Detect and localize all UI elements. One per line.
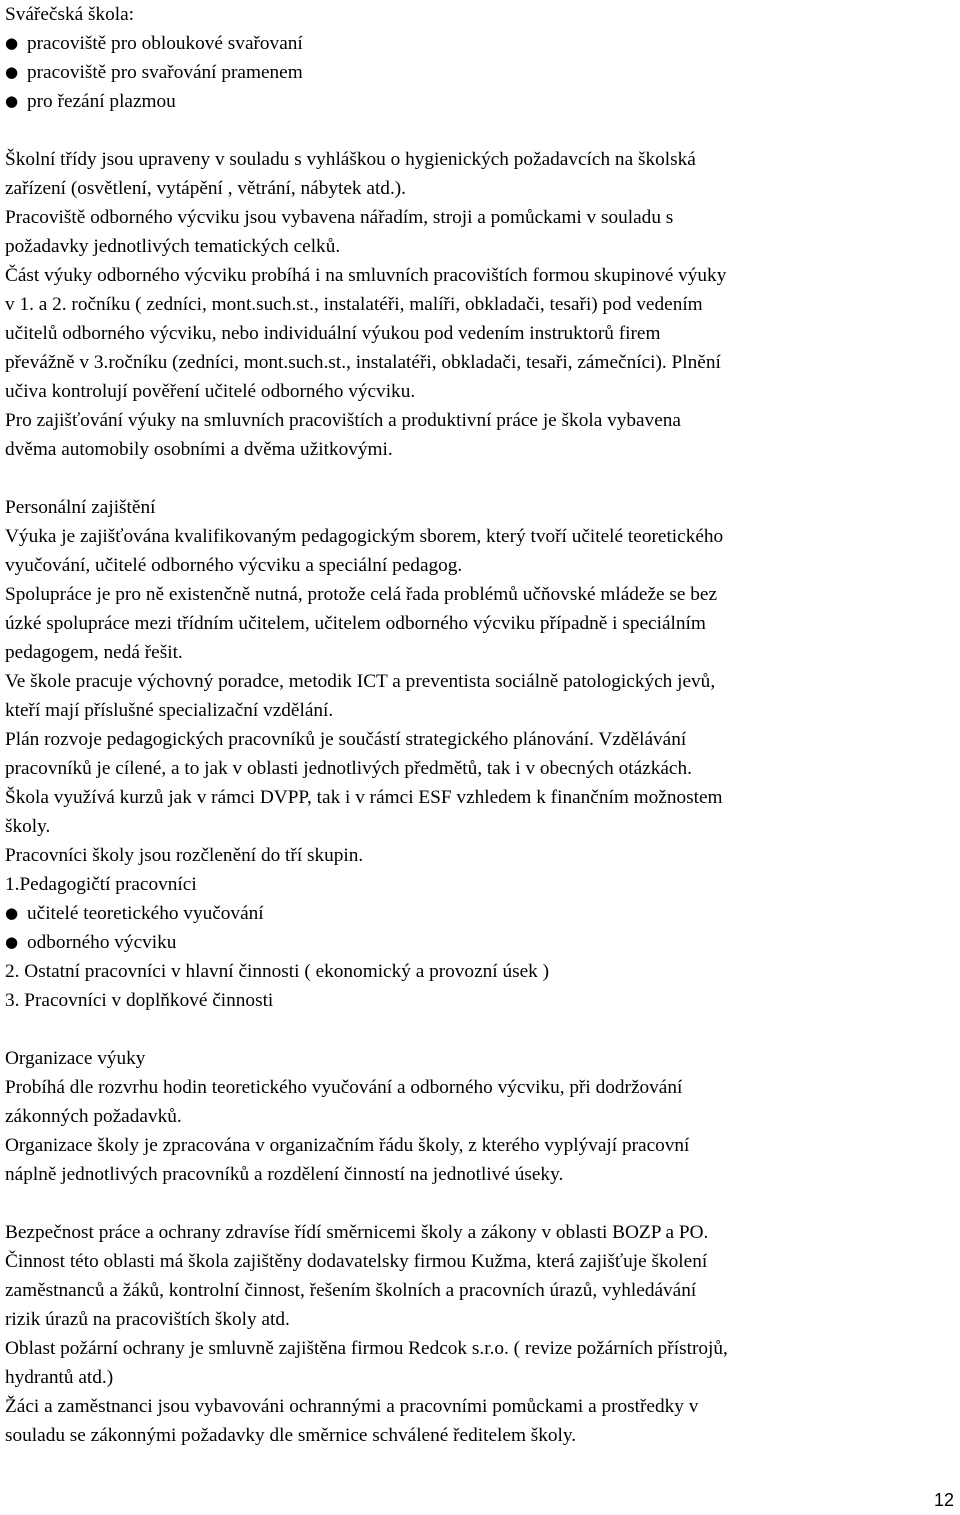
welding-section (5, 0, 955, 116)
staff-list (5, 899, 955, 957)
text-line: Oblast požární ochrany je smluvně zajištěna firmou Redcok s.r.o. ( revize požárních přístrojů, (5, 1338, 728, 1359)
text-line: vyučování, učitelé odborného výcviku a speciální pedagog. (5, 555, 463, 576)
list-item-text: pro řezání plazmou (27, 91, 176, 112)
welding-list (5, 29, 955, 116)
text-line: souladu se zákonnými požadavky dle směrnice schválené ředitelem školy. (5, 1425, 577, 1446)
text-line: Organizace školy je zpracována v organizačním řádu školy, z kterého vyplývají pracovní (5, 1135, 690, 1156)
bullet-icon: ● (5, 34, 19, 52)
list-item (5, 29, 955, 58)
text-line: dvěma automobily osobními a dvěma užitkovými. (5, 439, 393, 460)
page-number: 12 (933, 1490, 954, 1510)
text-line: Pracoviště odborného výcviku jsou vybavena nářadím, stroji a pomůckami v souladu s (5, 207, 674, 228)
text-line: Škola využívá kurzů jak v rámci DVPP, tak i v rámci ESF vzhledem k finančním možnostem (5, 787, 723, 808)
list-item (5, 58, 955, 87)
text-line: školy. (5, 816, 51, 837)
text-line: 1.Pedagogičtí pracovníci (5, 874, 197, 895)
bullet-icon: ● (5, 933, 19, 951)
organization-section (5, 1044, 955, 1189)
text-line: Bezpečnost práce a ochrany zdravíse řídí směrnicemi školy a zákony v oblasti BOZP a PO. (5, 1222, 709, 1243)
text-line: Část výuky odborného výcviku probíhá i na smluvních pracovištích formou skupinové výuky (5, 265, 727, 286)
text-line: Výuka je zajišťována kvalifikovaným pedagogickým sborem, který tvoří učitelé teoretického (5, 526, 724, 547)
text-line: rizik úrazů na pracovištích školy atd. (5, 1309, 290, 1330)
document-content (5, 0, 955, 1450)
text-line: zaměstnanců a žáků, kontrolní činnost, řešením školních a pracovních úrazů, vyhledávání (5, 1280, 697, 1301)
list-item-text: pracoviště pro obloukové svařovaní (27, 33, 303, 54)
text-line: kteří mají příslušné specializační vzdělání. (5, 700, 334, 721)
text-line: požadavky jednotlivých tematických celků. (5, 236, 341, 257)
text-line: Plán rozvoje pedagogických pracovníků je součástí strategického plánování. Vzdělávání (5, 729, 687, 750)
bullet-icon: ● (5, 92, 19, 110)
spacer (5, 1189, 955, 1218)
bullet-icon: ● (5, 904, 19, 922)
spacer (5, 1015, 955, 1044)
text-line: náplně jednotlivých pracovníků a rozdělení činností na jednotlivé úseky. (5, 1164, 564, 1185)
text-line: hydrantů atd.) (5, 1367, 114, 1388)
list-item-text: učitelé teoretického vyučování (27, 903, 264, 924)
text-line: Pro zajišťování výuky na smluvních pracovištích a produktivní práce je škola vybavena (5, 410, 681, 431)
spacer (5, 116, 955, 145)
text-line: Ve škole pracuje výchovný poradce, metodik ICT a preventista sociálně patologických jevů, (5, 671, 716, 692)
text-line: Probíhá dle rozvrhu hodin teoretického vyučování a odborného výcviku, při dodržování (5, 1077, 683, 1098)
personnel-section (5, 493, 955, 1015)
list-item (5, 899, 955, 928)
list-item-text: pracoviště pro svařování pramenem (27, 62, 303, 83)
text-line: učitelů odborného výcviku, nebo individuální výukou pod vedením instruktorů firem (5, 323, 661, 344)
organization-heading: Organizace výuky (5, 1048, 146, 1069)
text-line: Školní třídy jsou upraveny v souladu s vyhláškou o hygienických požadavcích na školská (5, 149, 696, 170)
facilities-section (5, 145, 955, 464)
text-line: zařízení (osvětlení, vytápění , větrání, nábytek atd.). (5, 178, 406, 199)
text-line: v 1. a 2. ročníku ( zedníci, mont.such.st., instalatéři, malíři, obkladači, tesaři) pod vedením (5, 294, 703, 315)
personnel-heading: Personální zajištění (5, 497, 156, 518)
text-line: Žáci a zaměstnanci jsou vybavováni ochrannými a pracovními pomůckami a prostředky v (5, 1396, 699, 1417)
text-line: převážně v 3.ročníku (zedníci, mont.such.st., instalatéři, obkladači, tesaři, zámečníci). Plnění (5, 352, 721, 373)
text-line: 3. Pracovníci v doplňkové činnosti (5, 990, 274, 1011)
list-item-text: odborného výcviku (27, 932, 177, 953)
spacer (5, 464, 955, 493)
text-line: učiva kontrolují pověření učitelé odborného výcviku. (5, 381, 416, 402)
safety-section (5, 1218, 955, 1450)
text-line: Pracovníci školy jsou rozčlenění do tří skupin. (5, 845, 364, 866)
text-line: pracovníků je cílené, a to jak v oblasti jednotlivých předmětů, tak i v obecných otázkách. (5, 758, 692, 779)
list-item (5, 928, 955, 957)
text-line: Činnost této oblasti má škola zajištěny dodavatelsky firmou Kužma, která zajišťuje školení (5, 1251, 708, 1272)
bullet-icon: ● (5, 63, 19, 81)
text-line: 2. Ostatní pracovníci v hlavní činnosti ( ekonomický a provozní úsek ) (5, 961, 550, 982)
text-line: Spolupráce je pro ně existenčně nutná, protože celá řada problémů učňovské mládeže se bez (5, 584, 718, 605)
list-item (5, 87, 955, 116)
welding-heading: Svářečská škola: (5, 4, 135, 25)
text-line: zákonných požadavků. (5, 1106, 182, 1127)
text-line: úzké spolupráce mezi třídním učitelem, učitelem odborného výcviku případně i speciálním (5, 613, 706, 634)
text-line: pedagogem, nedá řešit. (5, 642, 183, 663)
